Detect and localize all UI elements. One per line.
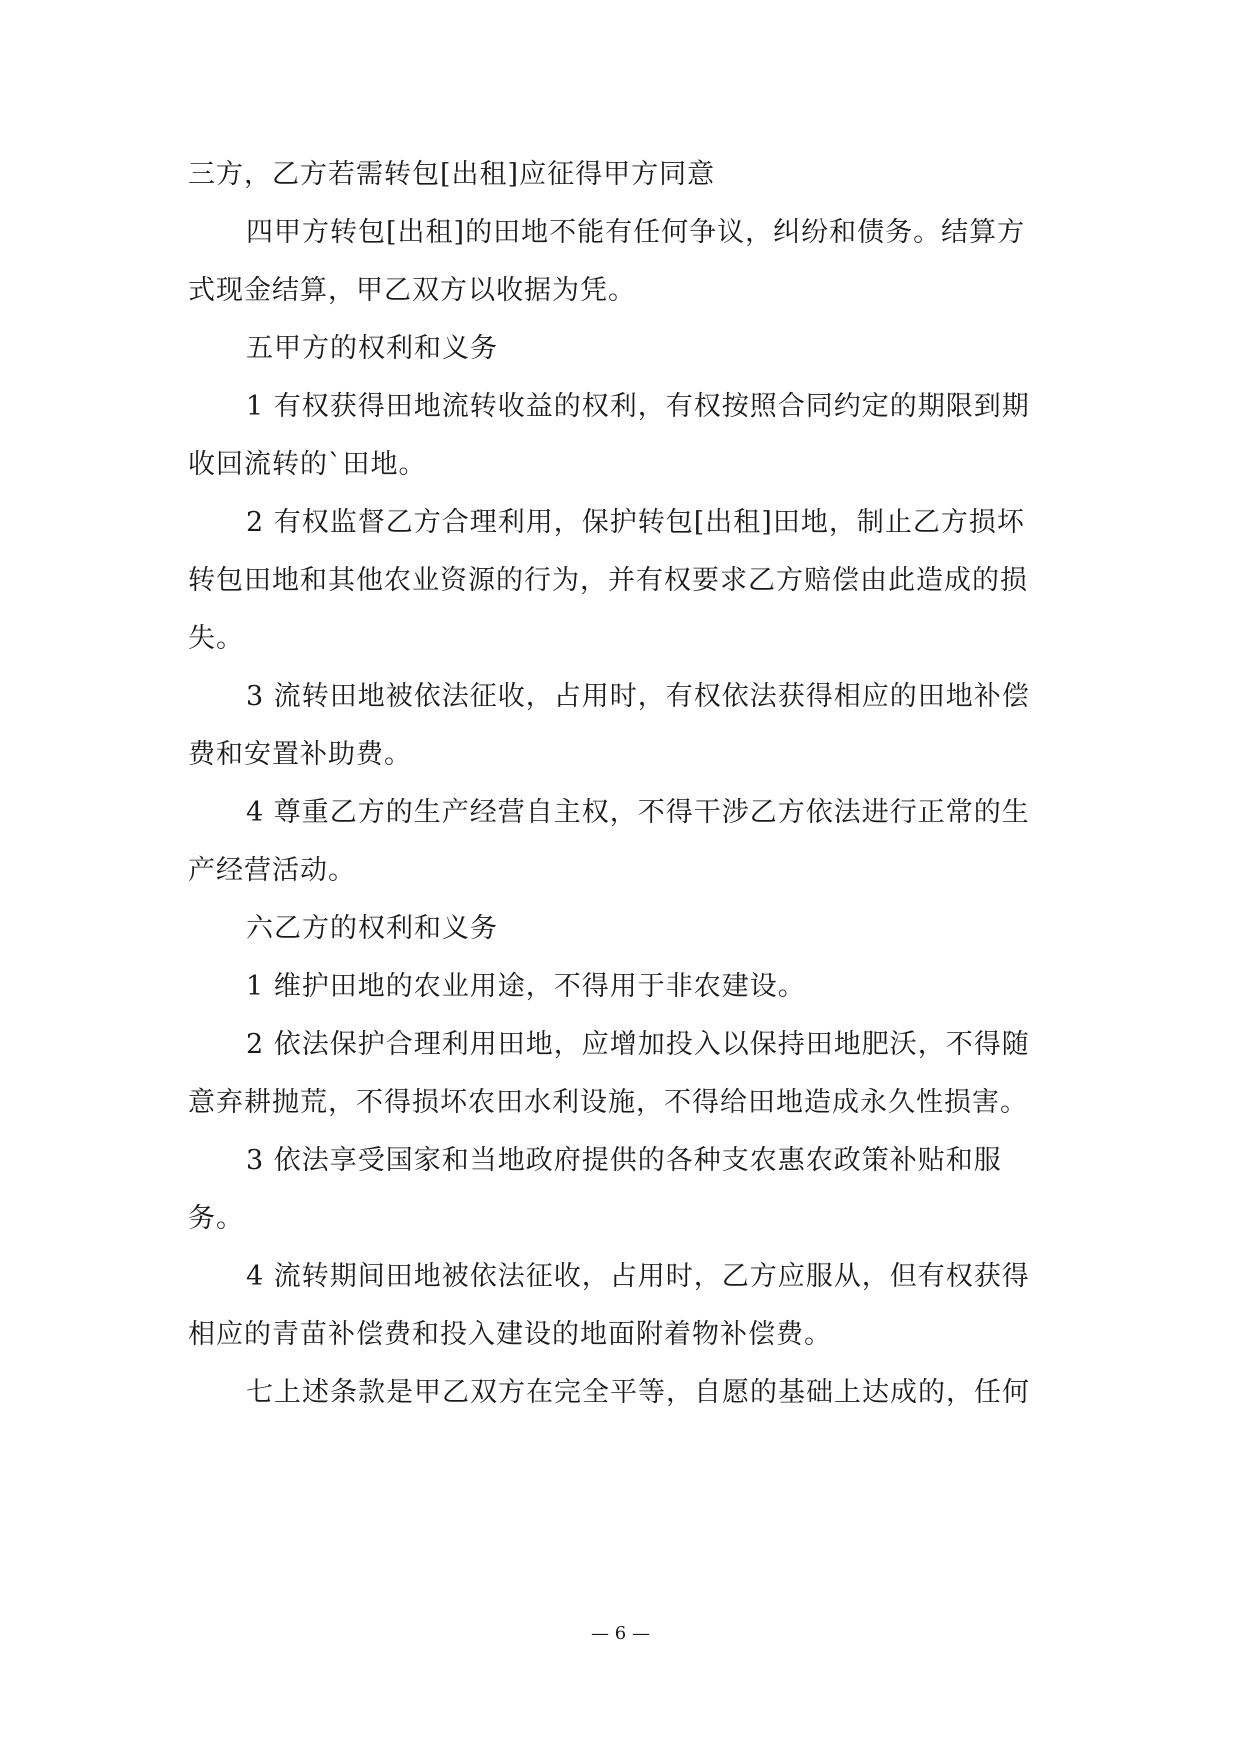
text-line: 2 依法保护合理利用田地，应增加投入以保持田地肥沃，不得随 xyxy=(246,1029,1030,1060)
text-line: 七上述条款是甲乙双方在完全平等，自愿的基础上达成的，任何 xyxy=(246,1377,1030,1408)
text-line: 4 流转期间田地被依法征收，占用时，乙方应服从，但有权获得 xyxy=(246,1261,1030,1292)
section-heading: 六乙方的权利和义务 xyxy=(246,913,498,944)
text-line: 四甲方转包[出租]的田地不能有任何争议，纠纷和债务。结算方 xyxy=(246,217,1026,248)
text-line: 收回流转的`田地。 xyxy=(188,449,427,480)
text-line: 3 依法享受国家和当地政府提供的各种支农惠农政策补贴和服 xyxy=(246,1145,1002,1176)
text-line: 失。 xyxy=(188,623,244,654)
page-number: — 6 — xyxy=(591,1623,650,1644)
text-line: 意弃耕抛荒，不得损坏农田水利设施，不得给田地造成永久性损害。 xyxy=(188,1087,1028,1118)
text-line: 4 尊重乙方的生产经营自主权，不得干涉乙方依法进行正常的生 xyxy=(246,797,1030,828)
text-line: 转包田地和其他农业资源的行为，并有权要求乙方赔偿由此造成的损 xyxy=(188,565,1028,596)
text-line: 务。 xyxy=(188,1203,244,1234)
text-line: 3 流转田地被依法征收，占用时，有权依法获得相应的田地补偿 xyxy=(246,681,1030,712)
text-line: 相应的青苗补偿费和投入建设的地面附着物补偿费。 xyxy=(188,1319,832,1350)
text-line: 费和安置补助费。 xyxy=(188,739,412,770)
section-heading: 五甲方的权利和义务 xyxy=(246,333,498,364)
text-line: 1 有权获得田地流转收益的权利，有权按照合同约定的期限到期 xyxy=(246,391,1030,422)
text-line: 三方，乙方若需转包[出租]应征得甲方同意 xyxy=(188,159,716,190)
text-line: 产经营活动。 xyxy=(188,855,356,886)
text-line: 2 有权监督乙方合理利用，保护转包[出租]田地，制止乙方损坏 xyxy=(246,507,1025,538)
text-line: 式现金结算，甲乙双方以收据为凭。 xyxy=(188,275,636,306)
text-line: 1 维护田地的农业用途，不得用于非农建设。 xyxy=(246,971,806,1002)
